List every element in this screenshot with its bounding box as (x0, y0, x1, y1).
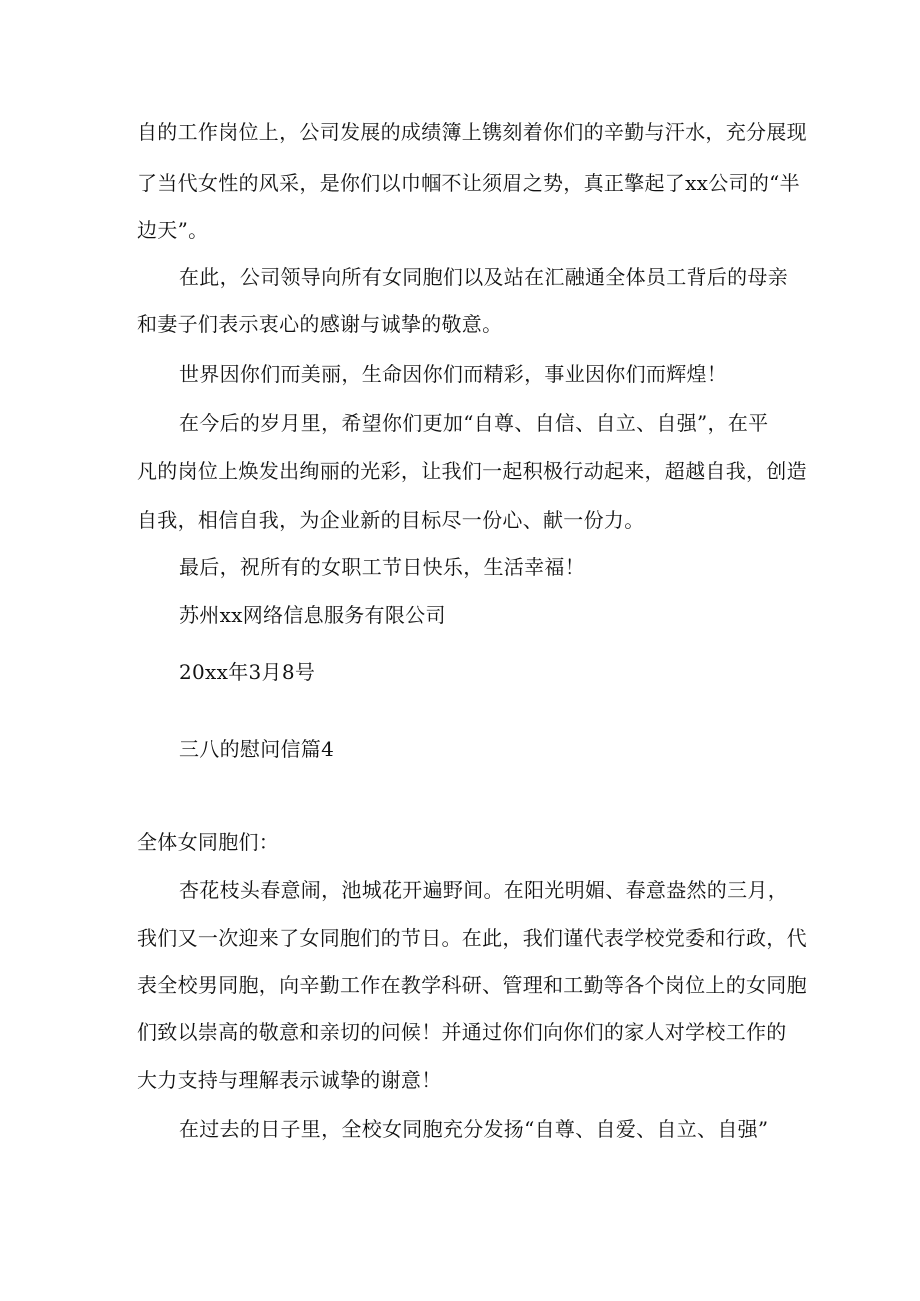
paragraph-line: 在此，公司领导向所有女同胞们以及站在汇融通全体员工背后的母亲 (179, 265, 788, 289)
paragraph-line: 大力支持与理解表示诚挚的谢意！ (137, 1068, 442, 1092)
paragraph-line: 自我，相信自我，为企业新的目标尽一份心、献一份力。 (137, 508, 645, 532)
signature-company: 苏州xx网络信息服务有限公司 (179, 603, 446, 627)
salutation: 全体女同胞们： (137, 830, 280, 854)
paragraph-line: 我们又一次迎来了女同胞们的节日。在此，我们谨代表学校党委和行政，代 (137, 926, 807, 950)
paragraph-line: 世界因你们而美丽，生命因你们而精彩，事业因你们而辉煌！ (179, 362, 728, 386)
section-title: 三八的慰问信篇4 (179, 737, 335, 761)
signature-date: 20xx年3月8号 (179, 660, 316, 684)
paragraph-line: 和妻子们表示衷心的感谢与诚挚的敬意。 (137, 312, 503, 336)
paragraph-line: 表全校男同胞，向辛勤工作在教学科研、管理和工勤等各个岗位上的女同胞 (137, 973, 807, 997)
paragraph-line: 在今后的岁月里，希望你们更加“自尊、自信、自立、自强”，在平 (179, 411, 769, 435)
paragraph-line: 在过去的日子里，全校女同胞充分发扬“自尊、自爱、自立、自强” (179, 1117, 769, 1141)
paragraph-line: 自的工作岗位上，公司发展的成绩簿上镌刻着你们的辛勤与汗水，充分展现 (137, 120, 807, 144)
paragraph-line: 了当代女性的风采，是你们以巾帼不让须眉之势，真正擎起了xx公司的“半 (137, 171, 800, 195)
paragraph-line: 们致以崇高的敬意和亲切的问候！并通过你们向你们的家人对学校工作的 (137, 1020, 787, 1044)
paragraph-line: 边天”。 (137, 218, 209, 242)
paragraph-line: 杏花枝头春意闹，池城花开遍野间。在阳光明媚、春意盎然的三月， (179, 878, 788, 902)
paragraph-line: 最后，祝所有的女职工节日快乐，生活幸福！ (179, 555, 585, 579)
paragraph-line: 凡的岗位上焕发出绚丽的光彩，让我们一起积极行动起来，超越自我，创造 (137, 459, 807, 483)
